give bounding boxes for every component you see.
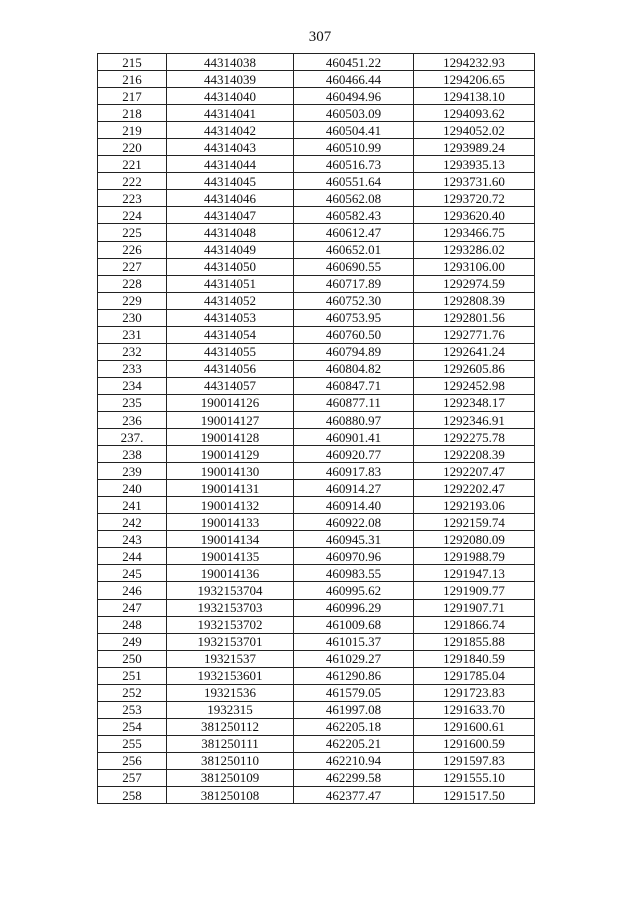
- table-row: [98, 463, 535, 480]
- y-coordinate-cell: 1293731.60: [414, 173, 535, 190]
- table-row: [98, 377, 535, 394]
- point-id-cell: 44314044: [167, 156, 294, 173]
- x-coordinate-cell: 460562.08: [294, 190, 414, 207]
- table-row: [98, 224, 535, 241]
- page-number: 307: [308, 29, 332, 45]
- point-number-cell: 231: [98, 326, 167, 343]
- table-row: [98, 769, 535, 786]
- point-number-cell: 218: [98, 105, 167, 122]
- x-coordinate-cell: 460582.43: [294, 207, 414, 224]
- x-coordinate-cell: 460901.41: [294, 429, 414, 446]
- y-coordinate-cell: 1292348.17: [414, 394, 535, 411]
- point-id-cell: 190014127: [167, 411, 294, 428]
- y-coordinate-cell: 1291600.59: [414, 735, 535, 752]
- y-coordinate-cell: 1291909.77: [414, 582, 535, 599]
- x-coordinate-cell: 460760.50: [294, 326, 414, 343]
- table-row: [98, 54, 535, 71]
- x-coordinate-cell: 462299.58: [294, 769, 414, 786]
- x-coordinate-cell: 461290.86: [294, 667, 414, 684]
- x-coordinate-cell: 462205.18: [294, 718, 414, 735]
- x-coordinate-cell: 460804.82: [294, 360, 414, 377]
- y-coordinate-cell: 1292641.24: [414, 343, 535, 360]
- point-number-cell: 250: [98, 650, 167, 667]
- point-number-cell: 216: [98, 71, 167, 88]
- point-id-cell: 381250109: [167, 769, 294, 786]
- point-number-cell: 235: [98, 394, 167, 411]
- point-number-cell: 239: [98, 463, 167, 480]
- x-coordinate-cell: 460996.29: [294, 599, 414, 616]
- x-coordinate-cell: 460494.96: [294, 88, 414, 105]
- table-row: [98, 394, 535, 411]
- y-coordinate-cell: 1291555.10: [414, 769, 535, 786]
- y-coordinate-cell: 1292275.78: [414, 429, 535, 446]
- point-id-cell: 19321536: [167, 684, 294, 701]
- point-number-cell: 223: [98, 190, 167, 207]
- point-id-cell: 44314039: [167, 71, 294, 88]
- x-coordinate-cell: 460551.64: [294, 173, 414, 190]
- point-number-cell: 219: [98, 122, 167, 139]
- y-coordinate-cell: 1291988.79: [414, 548, 535, 565]
- x-coordinate-cell: 460717.89: [294, 275, 414, 292]
- x-coordinate-cell: 460970.96: [294, 548, 414, 565]
- x-coordinate-cell: 460612.47: [294, 224, 414, 241]
- y-coordinate-cell: 1291947.13: [414, 565, 535, 582]
- x-coordinate-cell: 461009.68: [294, 616, 414, 633]
- point-id-cell: 1932315: [167, 701, 294, 718]
- x-coordinate-cell: 460753.95: [294, 309, 414, 326]
- point-number-cell: 228: [98, 275, 167, 292]
- y-coordinate-cell: 1291600.61: [414, 718, 535, 735]
- x-coordinate-cell: 460690.55: [294, 258, 414, 275]
- table-row: [98, 684, 535, 701]
- point-id-cell: 44314038: [167, 54, 294, 71]
- point-id-cell: 44314048: [167, 224, 294, 241]
- point-number-cell: 249: [98, 633, 167, 650]
- point-id-cell: 44314045: [167, 173, 294, 190]
- x-coordinate-cell: 460503.09: [294, 105, 414, 122]
- table-row: [98, 633, 535, 650]
- table-row: [98, 735, 535, 752]
- x-coordinate-cell: 460504.41: [294, 122, 414, 139]
- point-number-cell: 233: [98, 360, 167, 377]
- point-id-cell: 190014135: [167, 548, 294, 565]
- table-row: [98, 71, 535, 88]
- y-coordinate-cell: 1292771.76: [414, 326, 535, 343]
- y-coordinate-cell: 1291517.50: [414, 787, 535, 804]
- point-id-cell: 190014134: [167, 531, 294, 548]
- point-id-cell: 1932153703: [167, 599, 294, 616]
- y-coordinate-cell: 1294052.02: [414, 122, 535, 139]
- y-coordinate-cell: 1291855.88: [414, 633, 535, 650]
- x-coordinate-cell: 462377.47: [294, 787, 414, 804]
- table-row: [98, 497, 535, 514]
- table-row: [98, 429, 535, 446]
- table-row: [98, 650, 535, 667]
- y-coordinate-cell: 1292346.91: [414, 411, 535, 428]
- point-id-cell: 44314056: [167, 360, 294, 377]
- x-coordinate-cell: 460995.62: [294, 582, 414, 599]
- point-id-cell: 1932153601: [167, 667, 294, 684]
- x-coordinate-cell: 460847.71: [294, 377, 414, 394]
- x-coordinate-cell: 461015.37: [294, 633, 414, 650]
- point-number-cell: 221: [98, 156, 167, 173]
- point-id-cell: 190014133: [167, 514, 294, 531]
- table-row: [98, 292, 535, 309]
- x-coordinate-cell: 460914.27: [294, 480, 414, 497]
- point-number-cell: 230: [98, 309, 167, 326]
- point-number-cell: 258: [98, 787, 167, 804]
- point-id-cell: 381250110: [167, 752, 294, 769]
- y-coordinate-cell: 1291866.74: [414, 616, 535, 633]
- point-number-cell: 252: [98, 684, 167, 701]
- table-row: [98, 531, 535, 548]
- point-number-cell: 255: [98, 735, 167, 752]
- table-row: [98, 548, 535, 565]
- x-coordinate-cell: 461579.05: [294, 684, 414, 701]
- point-id-cell: 190014128: [167, 429, 294, 446]
- point-number-cell: 229: [98, 292, 167, 309]
- point-number-cell: 224: [98, 207, 167, 224]
- point-id-cell: 44314050: [167, 258, 294, 275]
- y-coordinate-cell: 1291840.59: [414, 650, 535, 667]
- y-coordinate-cell: 1294232.93: [414, 54, 535, 71]
- table-row: [98, 190, 535, 207]
- x-coordinate-cell: 461029.27: [294, 650, 414, 667]
- x-coordinate-cell: 460510.99: [294, 139, 414, 156]
- point-number-cell: 254: [98, 718, 167, 735]
- point-number-cell: 225: [98, 224, 167, 241]
- y-coordinate-cell: 1292193.06: [414, 497, 535, 514]
- x-coordinate-cell: 462210.94: [294, 752, 414, 769]
- y-coordinate-cell: 1292452.98: [414, 377, 535, 394]
- x-coordinate-cell: 461997.08: [294, 701, 414, 718]
- point-id-cell: 44314051: [167, 275, 294, 292]
- point-number-cell: 232: [98, 343, 167, 360]
- point-number-cell: 251: [98, 667, 167, 684]
- x-coordinate-cell: 460914.40: [294, 497, 414, 514]
- point-id-cell: 44314046: [167, 190, 294, 207]
- point-number-cell: 246: [98, 582, 167, 599]
- table-row: [98, 616, 535, 633]
- point-id-cell: 190014130: [167, 463, 294, 480]
- y-coordinate-cell: 1291597.83: [414, 752, 535, 769]
- x-coordinate-cell: 460794.89: [294, 343, 414, 360]
- point-number-cell: 256: [98, 752, 167, 769]
- x-coordinate-cell: 460945.31: [294, 531, 414, 548]
- y-coordinate-cell: 1292208.39: [414, 446, 535, 463]
- point-number-cell: 226: [98, 241, 167, 258]
- point-number-cell: 227: [98, 258, 167, 275]
- y-coordinate-cell: 1293989.24: [414, 139, 535, 156]
- table-row: [98, 582, 535, 599]
- point-id-cell: 44314053: [167, 309, 294, 326]
- point-id-cell: 19321537: [167, 650, 294, 667]
- table-row: [98, 718, 535, 735]
- point-id-cell: 1932153704: [167, 582, 294, 599]
- point-number-cell: 244: [98, 548, 167, 565]
- x-coordinate-cell: 460877.11: [294, 394, 414, 411]
- table-row: [98, 326, 535, 343]
- y-coordinate-cell: 1291907.71: [414, 599, 535, 616]
- table-row: [98, 514, 535, 531]
- table-row: [98, 309, 535, 326]
- table-row: [98, 360, 535, 377]
- point-id-cell: 44314047: [167, 207, 294, 224]
- table-row: [98, 701, 535, 718]
- point-number-cell: 222: [98, 173, 167, 190]
- table-row: [98, 752, 535, 769]
- x-coordinate-cell: 460752.30: [294, 292, 414, 309]
- point-id-cell: 44314052: [167, 292, 294, 309]
- point-number-cell: 240: [98, 480, 167, 497]
- x-coordinate-cell: 460451.22: [294, 54, 414, 71]
- x-coordinate-cell: 460466.44: [294, 71, 414, 88]
- x-coordinate-cell: 460880.97: [294, 411, 414, 428]
- y-coordinate-cell: 1293720.72: [414, 190, 535, 207]
- point-id-cell: 1932153701: [167, 633, 294, 650]
- point-id-cell: 44314055: [167, 343, 294, 360]
- x-coordinate-cell: 462205.21: [294, 735, 414, 752]
- y-coordinate-cell: 1294206.65: [414, 71, 535, 88]
- point-id-cell: 381250112: [167, 718, 294, 735]
- point-number-cell: 237.: [98, 429, 167, 446]
- table-row: [98, 241, 535, 258]
- point-id-cell: 44314057: [167, 377, 294, 394]
- y-coordinate-cell: 1291785.04: [414, 667, 535, 684]
- table-row: [98, 258, 535, 275]
- x-coordinate-cell: 460922.08: [294, 514, 414, 531]
- table-row: [98, 105, 535, 122]
- y-coordinate-cell: 1292974.59: [414, 275, 535, 292]
- y-coordinate-cell: 1292605.86: [414, 360, 535, 377]
- point-number-cell: 220: [98, 139, 167, 156]
- x-coordinate-cell: 460516.73: [294, 156, 414, 173]
- table-row: [98, 173, 535, 190]
- table-row: [98, 411, 535, 428]
- y-coordinate-cell: 1291723.83: [414, 684, 535, 701]
- y-coordinate-cell: 1291633.70: [414, 701, 535, 718]
- y-coordinate-cell: 1292808.39: [414, 292, 535, 309]
- table-row: [98, 446, 535, 463]
- table-row: [98, 122, 535, 139]
- point-id-cell: 1932153702: [167, 616, 294, 633]
- table-row: [98, 343, 535, 360]
- y-coordinate-cell: 1292159.74: [414, 514, 535, 531]
- point-id-cell: 44314043: [167, 139, 294, 156]
- coordinates-table-body: [98, 54, 535, 804]
- table-row: [98, 207, 535, 224]
- x-coordinate-cell: 460917.83: [294, 463, 414, 480]
- point-number-cell: 247: [98, 599, 167, 616]
- point-number-cell: 243: [98, 531, 167, 548]
- coordinates-table: [97, 53, 535, 804]
- point-number-cell: 241: [98, 497, 167, 514]
- point-number-cell: 234: [98, 377, 167, 394]
- point-number-cell: 248: [98, 616, 167, 633]
- x-coordinate-cell: 460652.01: [294, 241, 414, 258]
- point-id-cell: 381250108: [167, 787, 294, 804]
- point-id-cell: 44314042: [167, 122, 294, 139]
- table-row: [98, 139, 535, 156]
- table-row: [98, 667, 535, 684]
- table-row: [98, 565, 535, 582]
- point-id-cell: 190014126: [167, 394, 294, 411]
- point-id-cell: 190014131: [167, 480, 294, 497]
- y-coordinate-cell: 1293286.02: [414, 241, 535, 258]
- point-number-cell: 253: [98, 701, 167, 718]
- point-number-cell: 217: [98, 88, 167, 105]
- y-coordinate-cell: 1292080.09: [414, 531, 535, 548]
- table-row: [98, 787, 535, 804]
- x-coordinate-cell: 460920.77: [294, 446, 414, 463]
- y-coordinate-cell: 1292801.56: [414, 309, 535, 326]
- y-coordinate-cell: 1293466.75: [414, 224, 535, 241]
- y-coordinate-cell: 1293935.13: [414, 156, 535, 173]
- point-id-cell: 44314041: [167, 105, 294, 122]
- point-id-cell: 44314049: [167, 241, 294, 258]
- table-row: [98, 275, 535, 292]
- point-number-cell: 215: [98, 54, 167, 71]
- point-id-cell: 381250111: [167, 735, 294, 752]
- point-id-cell: 190014129: [167, 446, 294, 463]
- table-row: [98, 88, 535, 105]
- point-id-cell: 190014136: [167, 565, 294, 582]
- point-id-cell: 190014132: [167, 497, 294, 514]
- point-id-cell: 44314040: [167, 88, 294, 105]
- y-coordinate-cell: 1292207.47: [414, 463, 535, 480]
- y-coordinate-cell: 1292202.47: [414, 480, 535, 497]
- table-row: [98, 480, 535, 497]
- y-coordinate-cell: 1293620.40: [414, 207, 535, 224]
- point-number-cell: 245: [98, 565, 167, 582]
- point-id-cell: 44314054: [167, 326, 294, 343]
- point-number-cell: 236: [98, 411, 167, 428]
- point-number-cell: 257: [98, 769, 167, 786]
- y-coordinate-cell: 1294093.62: [414, 105, 535, 122]
- table-row: [98, 156, 535, 173]
- table-row: [98, 599, 535, 616]
- x-coordinate-cell: 460983.55: [294, 565, 414, 582]
- y-coordinate-cell: 1293106.00: [414, 258, 535, 275]
- point-number-cell: 238: [98, 446, 167, 463]
- y-coordinate-cell: 1294138.10: [414, 88, 535, 105]
- point-number-cell: 242: [98, 514, 167, 531]
